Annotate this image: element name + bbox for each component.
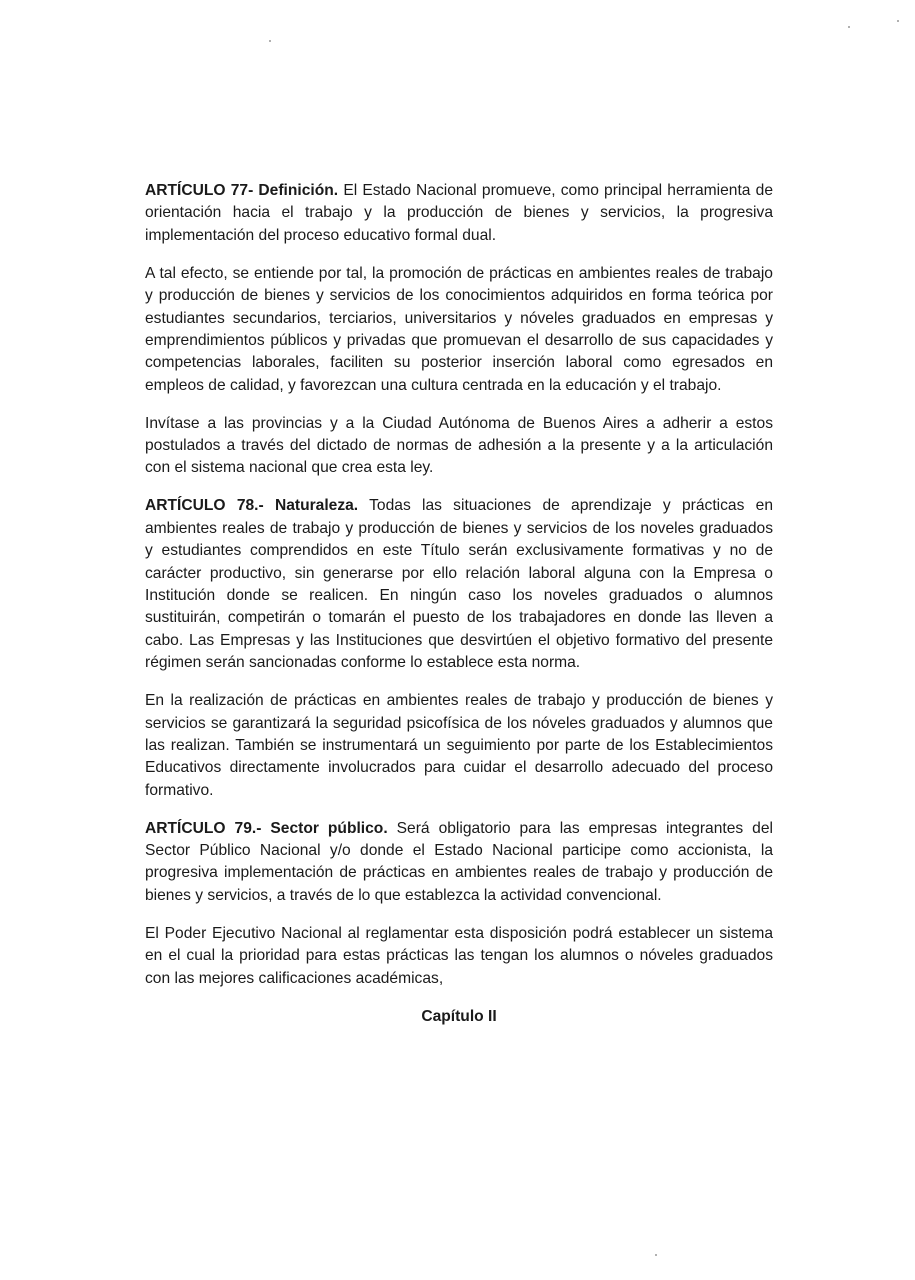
article-79-p1 (145, 818, 773, 908)
paragraph-text: Será obligatorio para las empresas integrantes del Sector Público Nacional y/o donde el Estado Nacional participe como accionista, la progresiva implementación de prácticas en ambientes reales de trabajo y producción de bienes y servicios, a través de lo que establezca la actividad convencional. (145, 819, 773, 904)
article-heading: ARTÍCULO 79.- Sector público. (145, 819, 388, 837)
paragraph-text: Todas las situaciones de aprendizaje y prácticas en ambientes reales de trabajo y producción de bienes y servicios de los noveles graduados y estudiantes comprendidos en este Título serán exclusivamente formativas y no de carácter productivo, sin generarse por ello relación laboral alguna con la Empresa o Institución donde se realicen. En ningún caso los noveles graduados o alumnos sustituirán, competirán o tomarán el puesto de los trabajadores en donde las lleven a cabo. Las Empresas y las Instituciones que desvirtúen el objetivo formativo del presente régimen serán sancionadas conforme lo establece esta norma. (145, 497, 773, 672)
scan-speck (269, 40, 271, 42)
article-79-p2: El Poder Ejecutivo Nacional al reglamentar esta disposición podrá establecer un sistema en el cual la prioridad para estas prácticas las tengan los alumnos o nóveles graduados con las mejores calificaciones académicas, (145, 924, 773, 987)
article-77-p1 (145, 180, 773, 247)
article-78-p2: En la realización de prácticas en ambientes reales de trabajo y producción de bienes y servicios se garantizará la seguridad psicofísica de los nóveles graduados y alumnos que las realizan. También se instrumentará un seguimiento por parte de los Establecimientos Educativos directamente involucrados para cuidar el desarrollo adecuado del proceso formativo. (145, 692, 773, 799)
paragraph-text: El Estado Nacional promueve, como principal herramienta de orientación hacia el trabajo y la producción de bienes y servicios, la progresiva implementación del proceso educativo formal dual. (145, 182, 773, 244)
document-page (145, 180, 773, 1028)
article-heading: ARTÍCULO 77- Definición. (145, 182, 339, 199)
article-heading: ARTÍCULO 78.- Naturaleza. (145, 497, 359, 515)
scan-speck (897, 20, 899, 22)
scan-speck (848, 26, 850, 28)
article-77-p3: Invítase a las provincias y a la Ciudad Autónoma de Buenos Aires a adherir a estos postulados a través del dictado de normas de adhesión a la presente y a la articulación con el sistema nacional que crea esta ley. (145, 414, 773, 477)
article-77-p2: A tal efecto, se entiende por tal, la promoción de prácticas en ambientes reales de trabajo y producción de bienes y servicios de los conocimientos adquiridos en forma teórica por estudiantes secundarios, terciarios, universitarios y nóveles graduados en empresas y emprendimientos públicos y privadas que promuevan el desarrollo de sus capacidades y competencias laborales, faciliten su posterior inserción laboral como egresados en empleos de calidad, y favorezcan una cultura centrada en la educación y el trabajo. (145, 264, 773, 394)
article-78-p1 (145, 495, 773, 674)
chapter-heading: Capítulo II (421, 1008, 497, 1025)
scan-speck (655, 1254, 657, 1256)
